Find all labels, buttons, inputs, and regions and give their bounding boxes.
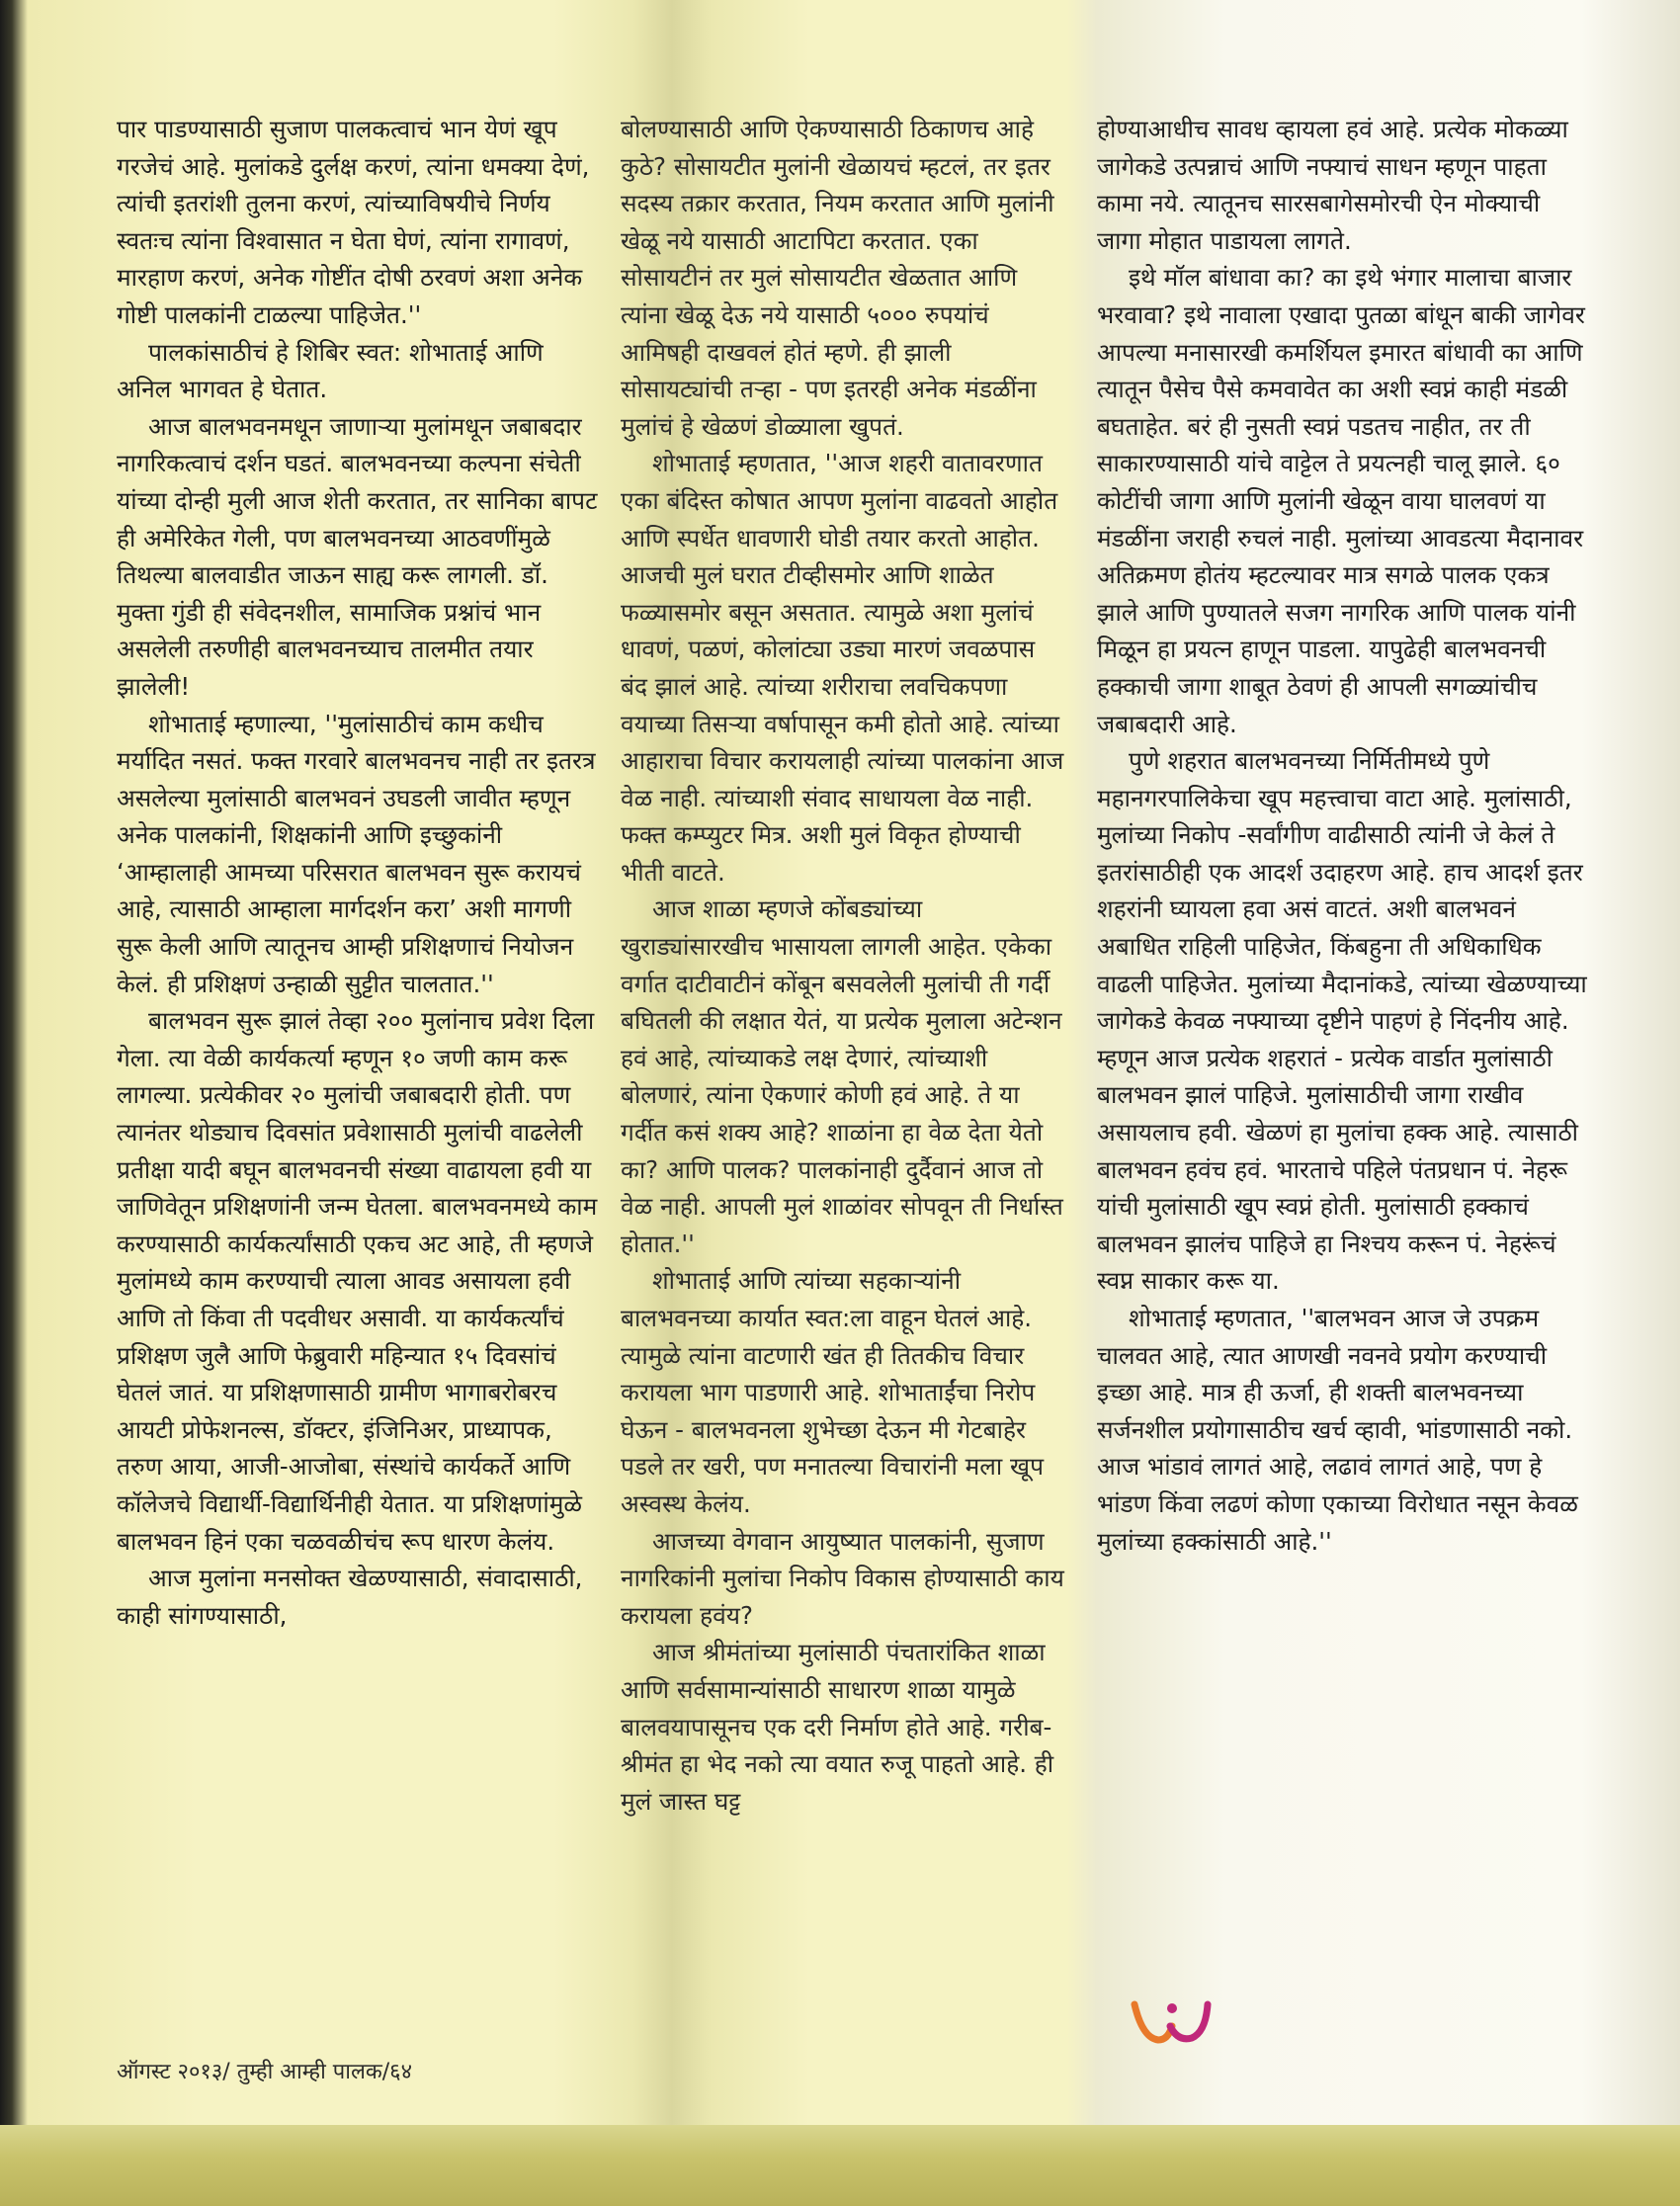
article-column-2 <box>621 111 1067 2038</box>
article-paragraph: आजच्या वेगवान आयुष्यात पालकांनी, सुजाण नागरिकांनी मुलांचा निकोप विकास होण्यासाठी काय करायला हवंय? <box>621 1526 1064 1630</box>
logo-orange-stroke <box>1134 2004 1172 2040</box>
article-paragraph: बोलण्यासाठी आणि ऐकण्यासाठी ठिकाणच आहे कुठे? सोसायटीत मुलांनी खेळायचं म्हटलं, तर इतर सदस्य तक्रार करतात, नियम करतात आणि मुलांनी खेळू नये यासाठी आटापिटा करतात. एका सोसायटीनं तर मुलं सोसायटीत खेळतात आणि त्यांना खेळू देऊ नये यासाठी ५००० रुपयांचं आमिषही दाखवलं होतं म्हणे. ही झाली सोसायट्यांची तऱ्हा - पण इतरही अनेक मंडळींना मुलांचं हे खेळणं डोळ्याला खुपतं. <box>621 115 1054 441</box>
bottom-page-edge <box>0 2125 1680 2206</box>
article-paragraph: बालभवन सुरू झालं तेव्हा २०० मुलांनाच प्रवेश दिला गेला. त्या वेळी कार्यकर्त्या म्हणून १० जणी काम करू लागल्या. प्रत्येकीवर २० मुलांची जबाबदारी होती. पण त्यानंतर थोड्याच दिवसांत प्रवेशासाठी मुलांची वाढलेली प्रतीक्षा यादी बघून बालभवनची संख्या वाढायला हवी या जाणिवेतून प्रशिक्षणांनी जन्म घेतला. बालभवनमध्ये काम करण्यासाठी कार्यकर्त्यांसाठी एकच अट आहे, ती म्हणजे मुलांमध्ये काम करण्याची त्याला आवड असायला हवी आणि तो किंवा ती पदवीधर असावी. या कार्यकर्त्यांचं प्रशिक्षण जुलै आणि फेब्रुवारी महिन्यात १५ दिवसांचं घेतलं जातं. या प्रशिक्षणासाठी ग्रामीण भागाबरोबरच आयटी प्रोफेशनल्स, डॉक्टर, इंजिनिअर, प्राध्यापक, तरुण आया, आजी-आजोबा, संस्थांचे कार्यकर्ते आणि कॉलेजचे विद्यार्थी-विद्यार्थिनीही येतात. या प्रशिक्षणांमुळे बालभवन हिनं एका चळवळीचंच रूप धारण केलंय. <box>117 1006 598 1556</box>
article-paragraph: शोभाताई म्हणतात, ''बालभवन आज जे उपक्रम चालवत आहे, त्यात आणखी नवनवे प्रयोग करण्याची इच्छा आहे. मात्र ही ऊर्जा, ही शक्ती बालभवनच्या सर्जनशील प्रयोगासाठीच खर्च व्हावी, भांडणासाठी नको. आज भांडावं लागतं आहे, लढावं लागतं आहे, पण हे भांडण किंवा लढणं कोणा एकाच्या विरोधात नसून केवळ मुलांच्या हक्कांसाठी आहे.'' <box>1097 1304 1578 1556</box>
page-footer: ऑगस्ट २०१३/ तुम्ही आम्ही पालक/६४ <box>117 2060 413 2084</box>
article-paragraph: आज मुलांना मनसोक्त खेळण्यासाठी, संवादासाठी, काही सांगण्यासाठी, <box>117 1564 583 1630</box>
article-paragraph: शोभाताई म्हणतात, ''आज शहरी वातावरणात एका बंदिस्त कोषात आपण मुलांना वाढवतो आहोत आणि स्पर्धेत धावणारी घोडी तयार करतो आहोत. आजची मुलं घरात टीव्हीसमोर आणि शाळेत फळ्यासमोर बसून असतात. त्यामुळे अशा मुलांचं धावणं, पळणं, कोलांट्या उड्या मारणं जवळपास बंद झालं आहे. त्यांच्या शरीराचा लवचिकपणा वयाच्या तिसऱ्या वर्षापासून कमी होतो आहे. त्यांच्या आहाराचा विचार करायलाही त्यांच्या पालकांना आज वेळ नाही. त्यांच्याशी संवाद साधायला वेळ नाही. फक्त कम्प्युटर मित्र. अशी मुलं विकृत होण्याची भीती वाटते. <box>621 449 1064 887</box>
article-column-3 <box>1097 111 1591 2038</box>
article-paragraph: पुणे शहरात बालभवनच्या निर्मितीमध्ये पुणे महानगरपालिकेचा खूप महत्त्वाचा वाटा आहे. मुलांसाठी, मुलांच्या निकोप -सर्वांगीण वाढीसाठी त्यांनी जे केलं ते इतरांसाठीही एक आदर्श उदाहरण आहे. हाच आदर्श इतर शहरांनी घ्यायला हवा असं वाटतं. अशी बालभवनं अबाधित राहिली पाहिजेत, किंबहुना ती अधिकाधिक वाढली पाहिजेत. मुलांच्या मैदानांकडे, त्यांच्या खेळण्याच्या जागेकडे केवळ नफ्याच्या दृष्टीने पाहणं हे निंदनीय आहे. म्हणून आज प्रत्येक शहरातं - प्रत्येक वार्डात मुलांसाठी बालभवन झालं पाहिजे. मुलांसाठीची जागा राखीव असायलाच हवी. खेळणं हा मुलांचा हक्क आहे. त्यासाठी बालभवन हवंच हवं. भारताचे पहिले पंतप्रधान पं. नेहरू यांची मुलांसाठी खूप स्वप्नं होती. मुलांसाठी हक्काचं बालभवन झालंच पाहिजे हा निश्चय करून पं. नेहरूंचं स्वप्न साकार करू या. <box>1097 746 1587 1296</box>
article-paragraph: होण्याआधीच सावध व्हायला हवं आहे. प्रत्येक मोकळ्या जागेकडे उत्पन्नाचं आणि नफ्याचं साधन म्हणून पाहता कामा नये. त्यातूनच सारसबागेसमोरची ऐन मोक्याची जागा मोहात पाडायला लागते. <box>1097 115 1568 255</box>
article-paragraph: आज श्रीमंतांच्या मुलांसाठी पंचतारांकित शाळा आणि सर्वसामान्यांसाठी साधारण शाळा यामुळे बालवयापासूनच एक दरी निर्माण होते आहे. गरीब-श्रीमंत हा भेद नको त्या वयात रुजू पाहतो आहे. ही मुलं जास्त घट्ट <box>621 1638 1054 1816</box>
article-paragraph: इथे मॉल बांधावा का? का इथे भंगार मालाचा बाजार भरवावा? इथे नावाला एखादा पुतळा बांधून बाकी जागेवर आपल्या मनासारखी कमर्शियल इमारत बांधावी का आणि त्यातून पैसेच पैसे कमवावेत का अशी स्वप्नं काही मंडळी बघताहेत. बरं ही नुसती स्वप्नं पडतच नाहीत, तर ती साकारण्यासाठी यांचे वाट्टेल ते प्रयत्नही चालू झाले. ६० कोटींची जागा आणि मुलांनी खेळून वाया घालवणं या मंडळींना जराही रुचलं नाही. मुलांच्या आवडत्या मैदानावर अतिक्रमण होतंय म्हटल्यावर मात्र सगळे पालक एकत्र झाले आणि पुण्यातले सजग नागरिक आणि पालक यांनी मिळून हा प्रयत्न हाणून पाडला. यापुढेही बालभवनची हक्काची जागा शाबूत ठेवणं ही आपली सगळ्यांचीच जबाबदारी आहे. <box>1097 263 1585 738</box>
logo-dot <box>1167 2003 1177 2013</box>
article-paragraph: शोभाताई आणि त्यांच्या सहकाऱ्यांनी बालभवनच्या कार्यात स्वत:ला वाहून घेतलं आहे. त्यामुळे त्यांना वाटणारी खंत ही तितकीच विचार करायला भाग पाडणारी आहे. शोभाताईंचा निरोप घेऊन - बालभवनला शुभेच्छा देऊन मी गेटबाहेर पडले तर खरी, पण मनातल्या विचारांनी मला खूप अस्वस्थ केलंय. <box>621 1266 1045 1518</box>
magazine-logo-icon <box>1129 1996 1214 2046</box>
article-column-1 <box>117 111 599 2038</box>
article-paragraph: शोभाताई म्हणाल्या, ''मुलांसाठीचं काम कधीच मर्यादित नसतं. फक्त गरवारे बालभवनच नाही तर इतरत्र असलेल्या मुलांसाठी बालभवनं उघडली जावीत म्हणून अनेक पालकांनी, शिक्षकांनी आणि इच्छुकांनी ‘आम्हालाही आमच्या परिसरात बालभवन सुरू करायचं आहे, त्यासाठी आम्हाला मार्गदर्शन करा’ अशी मागणी सुरू केली आणि त्यातूनच आम्ही प्रशिक्षणाचं नियोजन केलं. ही प्रशिक्षणं उन्हाळी सुट्टीत चालतात.'' <box>117 709 596 998</box>
article-paragraph: पालकांसाठीचं हे शिबिर स्वत: शोभाताई आणि अनिल भागवत हे घेतात. <box>117 337 544 404</box>
article-paragraph: आज शाळा म्हणजे कोंबड्यांच्या खुराड्यांसारखीच भासायला लागली आहेत. एकेका वर्गात दाटीवाटीनं कोंबून बसवलेली मुलांची ती गर्दी बघितली की लक्षात येतं, या प्रत्येक मुलाला अटेन्शन हवं आहे, त्यांच्याकडे लक्ष देणारं, त्यांच्याशी बोलणारं, त्यांना ऐकणारं कोणी हवं आहे. ते या गर्दीत कसं शक्य आहे? शाळांना हा वेळ देता येतो का? आणि पालक? पालकांनाही दुर्दैवानं आज तो वेळ नाही. आपली मुलं शाळांवर सोपवून ती निर्धास्त होतात.'' <box>621 894 1063 1258</box>
article-paragraph: पार पाडण्यासाठी सुजाण पालकत्वाचं भान येणं खूप गरजेचं आहे. मुलांकडे दुर्लक्ष करणं, त्यांना धमक्या देणं, त्यांची इतरांशी तुलना करणं, त्यांच्याविषयीचे निर्णय स्वतःच त्यांना विश्वासात न घेता घेणं, त्यांना रागावणं, मारहाण करणं, अनेक गोष्टींत दोषी ठरवणं अशा अनेक गोष्टी पालकांनी टाळल्या पाहिजेत.'' <box>117 115 590 329</box>
article-paragraph: आज बालभवनमधून जाणाऱ्या मुलांमधून जबाबदार नागरिकत्वाचं दर्शन घडतं. बालभवनच्या कल्पना संचेती यांच्या दोन्ही मुली आज शेती करतात, तर सानिका बापट ही अमेरिकेत गेली, पण बालभवनच्या आठवणींमुळे तिथल्या बालवाडीत जाऊन साह्य करू लागली. डॉ. मुक्ता गुंडी ही संवेदनशील, सामाजिक प्रश्नांचं भान असलेली तरुणीही बालभवनच्याच तालमीत तयार झालेली! <box>117 411 598 701</box>
